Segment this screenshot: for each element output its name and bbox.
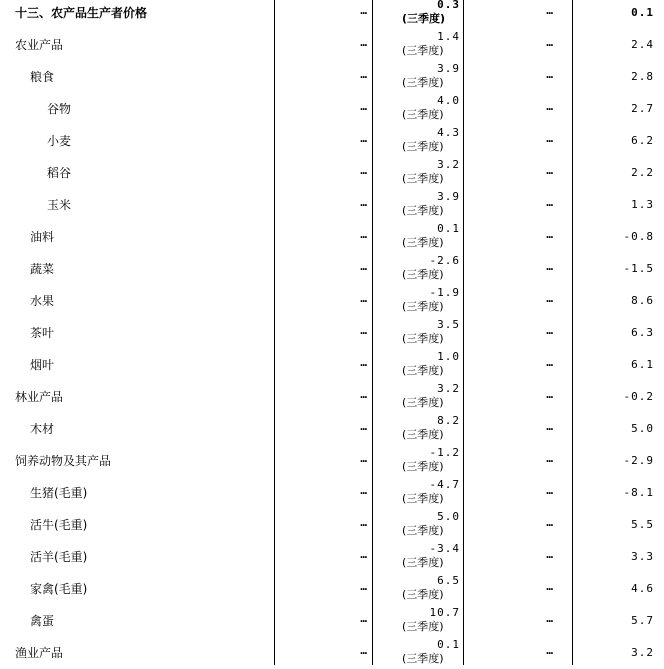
quarter-value-cell (374, 29, 462, 61)
annual-value: 8.6 (631, 294, 654, 307)
ellipsis-placeholder: … (546, 356, 552, 369)
placeholder-cell (464, 413, 572, 445)
ellipsis-placeholder: … (546, 388, 552, 401)
quarter-value-cell (374, 317, 462, 349)
quarter-note: (三季度) (402, 204, 444, 217)
quarter-value-cell (374, 93, 462, 125)
row-label-cell (0, 381, 274, 413)
annual-value-cell (574, 61, 664, 93)
quarter-note: (三季度) (402, 556, 444, 569)
quarter-value-cell (374, 221, 462, 253)
quarter-value-cell (374, 381, 462, 413)
placeholder-cell (464, 0, 572, 29)
ellipsis-placeholder: … (546, 260, 552, 273)
annual-value: 2.2 (631, 166, 654, 179)
column-divider (572, 0, 573, 665)
ellipsis-placeholder: … (546, 324, 552, 337)
row-label: 水果 (30, 294, 55, 308)
ellipsis-placeholder: … (360, 452, 366, 465)
row-label: 农业产品 (15, 38, 64, 52)
ellipsis-placeholder: … (360, 548, 366, 561)
row-label-cell (0, 317, 274, 349)
quarter-note: (三季度) (402, 140, 444, 153)
annual-value-cell (574, 253, 664, 285)
ellipsis-placeholder: … (360, 324, 366, 337)
row-label-cell (0, 0, 274, 29)
quarter-value: -3.4 (429, 542, 460, 555)
annual-value-cell (574, 509, 664, 541)
placeholder-cell (464, 349, 572, 381)
ellipsis-placeholder: … (360, 260, 366, 273)
row-label: 木材 (30, 422, 55, 436)
quarter-note: (三季度) (402, 652, 444, 665)
quarter-value: 3.5 (437, 318, 460, 331)
quarter-note: (三季度) (402, 76, 444, 89)
annual-value-cell (574, 285, 664, 317)
table-row (0, 381, 664, 413)
annual-value-cell (574, 125, 664, 157)
row-label: 蔬菜 (30, 262, 55, 276)
placeholder-cell (276, 29, 372, 61)
ellipsis-placeholder: … (360, 132, 366, 145)
placeholder-cell (276, 0, 372, 29)
ellipsis-placeholder: … (546, 68, 552, 81)
row-label: 油料 (30, 230, 55, 244)
table-row (0, 221, 664, 253)
ellipsis-placeholder: … (546, 548, 552, 561)
annual-value: 1.3 (631, 198, 654, 211)
ellipsis-placeholder: … (360, 580, 366, 593)
annual-value: 2.7 (631, 102, 654, 115)
quarter-note: (三季度) (402, 364, 444, 377)
table-row (0, 253, 664, 285)
quarter-value: 3.9 (437, 190, 460, 203)
row-label-cell (0, 605, 274, 637)
row-label-cell (0, 93, 274, 125)
annual-value: 4.6 (631, 582, 654, 595)
row-label: 玉米 (47, 198, 72, 212)
row-label: 禽蛋 (30, 614, 55, 628)
placeholder-cell (276, 285, 372, 317)
ellipsis-placeholder: … (360, 100, 366, 113)
annual-value: 3.3 (631, 550, 654, 563)
quarter-note: (三季度) (402, 588, 444, 601)
quarter-note: (三季度) (402, 492, 444, 505)
quarter-value-cell (374, 637, 462, 669)
quarter-value-cell (374, 157, 462, 189)
placeholder-cell (276, 125, 372, 157)
column-divider (274, 0, 275, 665)
row-label: 活牛(毛重) (30, 518, 88, 532)
quarter-value: 10.7 (429, 606, 460, 619)
quarter-value: -4.7 (429, 478, 460, 491)
row-label: 林业产品 (15, 390, 64, 404)
quarter-note: (三季度) (402, 620, 444, 633)
quarter-value-cell (374, 349, 462, 381)
row-label-cell (0, 189, 274, 221)
placeholder-cell (464, 221, 572, 253)
placeholder-cell (464, 573, 572, 605)
annual-value: 6.1 (631, 358, 654, 371)
ellipsis-placeholder: … (546, 228, 552, 241)
ellipsis-placeholder: … (360, 196, 366, 209)
column-divider (463, 0, 464, 665)
quarter-value: 8.2 (437, 414, 460, 427)
placeholder-cell (464, 317, 572, 349)
placeholder-cell (276, 93, 372, 125)
placeholder-cell (464, 541, 572, 573)
quarter-note: (三季度) (402, 12, 446, 25)
placeholder-cell (276, 637, 372, 669)
annual-value-cell (574, 29, 664, 61)
row-label: 十三、农产品生产者价格 (15, 6, 148, 20)
annual-value: 2.4 (631, 38, 654, 51)
annual-value-cell (574, 189, 664, 221)
row-label-cell (0, 413, 274, 445)
row-label: 稻谷 (47, 166, 72, 180)
table-row (0, 189, 664, 221)
table-row (0, 349, 664, 381)
quarter-note: (三季度) (402, 172, 444, 185)
annual-value: -0.8 (623, 230, 654, 243)
annual-value-cell (574, 605, 664, 637)
ellipsis-placeholder: … (360, 388, 366, 401)
quarter-note: (三季度) (402, 460, 444, 473)
placeholder-cell (276, 573, 372, 605)
quarter-value-cell (374, 605, 462, 637)
ellipsis-placeholder: … (360, 644, 366, 657)
annual-value-cell (574, 157, 664, 189)
placeholder-cell (464, 285, 572, 317)
row-label-cell (0, 637, 274, 669)
annual-value: 0.1 (631, 6, 654, 19)
table-row (0, 61, 664, 93)
row-label-cell (0, 253, 274, 285)
quarter-value-cell (374, 573, 462, 605)
ellipsis-placeholder: … (546, 4, 552, 17)
table-row (0, 317, 664, 349)
table-row (0, 509, 664, 541)
quarter-note: (三季度) (402, 524, 444, 537)
annual-value: 3.2 (631, 646, 654, 659)
quarter-value: 0.1 (437, 222, 460, 235)
ellipsis-placeholder: … (546, 36, 552, 49)
quarter-value: 1.0 (437, 350, 460, 363)
quarter-value-cell (374, 445, 462, 477)
quarter-value: -1.2 (429, 446, 460, 459)
annual-value-cell (574, 0, 664, 29)
ellipsis-placeholder: … (360, 516, 366, 529)
quarter-value: 4.3 (437, 126, 460, 139)
table-row (0, 0, 664, 29)
quarter-note: (三季度) (402, 236, 444, 249)
quarter-value-cell (374, 0, 462, 29)
placeholder-cell (464, 509, 572, 541)
quarter-value: -1.9 (429, 286, 460, 299)
annual-value-cell (574, 445, 664, 477)
ellipsis-placeholder: … (546, 292, 552, 305)
quarter-note: (三季度) (402, 300, 444, 313)
row-label-cell (0, 157, 274, 189)
annual-value-cell (574, 93, 664, 125)
table-row (0, 157, 664, 189)
row-label-cell (0, 349, 274, 381)
row-label: 生猪(毛重) (30, 486, 88, 500)
placeholder-cell (464, 477, 572, 509)
placeholder-cell (464, 29, 572, 61)
ellipsis-placeholder: … (360, 420, 366, 433)
annual-value-cell (574, 317, 664, 349)
row-label: 渔业产品 (15, 646, 64, 660)
row-label: 谷物 (47, 102, 72, 116)
ellipsis-placeholder: … (360, 356, 366, 369)
row-label-cell (0, 221, 274, 253)
ellipsis-placeholder: … (546, 452, 552, 465)
quarter-value-cell (374, 285, 462, 317)
ellipsis-placeholder: … (360, 4, 366, 17)
placeholder-cell (464, 125, 572, 157)
placeholder-cell (276, 509, 372, 541)
annual-value: 6.2 (631, 134, 654, 147)
table-row (0, 573, 664, 605)
annual-value: 5.5 (631, 518, 654, 531)
table-row (0, 541, 664, 573)
placeholder-cell (276, 157, 372, 189)
table-row (0, 413, 664, 445)
quarter-value: 0.1 (437, 638, 460, 651)
annual-value: -2.9 (623, 454, 654, 467)
annual-value: 5.7 (631, 614, 654, 627)
placeholder-cell (276, 189, 372, 221)
placeholder-cell (276, 221, 372, 253)
row-label-cell (0, 477, 274, 509)
quarter-value-cell (374, 509, 462, 541)
quarter-value-cell (374, 541, 462, 573)
placeholder-cell (276, 317, 372, 349)
quarter-value: -2.6 (429, 254, 460, 267)
table-row (0, 637, 664, 669)
row-label-cell (0, 573, 274, 605)
ellipsis-placeholder: … (546, 484, 552, 497)
annual-value-cell (574, 477, 664, 509)
ellipsis-placeholder: … (546, 164, 552, 177)
annual-value-cell (574, 637, 664, 669)
placeholder-cell (276, 605, 372, 637)
quarter-value-cell (374, 125, 462, 157)
placeholder-cell (276, 541, 372, 573)
annual-value: -1.5 (623, 262, 654, 275)
annual-value: 2.8 (631, 70, 654, 83)
quarter-value: 1.4 (437, 30, 460, 43)
row-label-cell (0, 29, 274, 61)
row-label-cell (0, 541, 274, 573)
annual-value-cell (574, 573, 664, 605)
ellipsis-placeholder: … (546, 132, 552, 145)
annual-value-cell (574, 381, 664, 413)
annual-value: -8.1 (623, 486, 654, 499)
annual-value: 5.0 (631, 422, 654, 435)
row-label: 烟叶 (30, 358, 55, 372)
row-label-cell (0, 445, 274, 477)
quarter-note: (三季度) (402, 268, 444, 281)
ellipsis-placeholder: … (546, 580, 552, 593)
quarter-value: 3.2 (437, 158, 460, 171)
quarter-value: 4.0 (437, 94, 460, 107)
table-row (0, 445, 664, 477)
placeholder-cell (464, 157, 572, 189)
quarter-note: (三季度) (402, 44, 444, 57)
placeholder-cell (464, 445, 572, 477)
placeholder-cell (464, 61, 572, 93)
placeholder-cell (276, 477, 372, 509)
placeholder-cell (276, 445, 372, 477)
quarter-value-cell (374, 253, 462, 285)
table-row (0, 285, 664, 317)
quarter-note: (三季度) (402, 396, 444, 409)
ellipsis-placeholder: … (546, 612, 552, 625)
row-label: 粮食 (30, 70, 55, 84)
ellipsis-placeholder: … (360, 228, 366, 241)
placeholder-cell (464, 93, 572, 125)
quarter-value: 0.3 (437, 0, 460, 11)
quarter-value-cell (374, 189, 462, 221)
placeholder-cell (464, 637, 572, 669)
ellipsis-placeholder: … (360, 612, 366, 625)
row-label: 饲养动物及其产品 (15, 454, 112, 468)
quarter-value-cell (374, 61, 462, 93)
quarter-value-cell (374, 477, 462, 509)
placeholder-cell (276, 381, 372, 413)
ellipsis-placeholder: … (360, 36, 366, 49)
row-label: 家禽(毛重) (30, 582, 88, 596)
placeholder-cell (276, 413, 372, 445)
table-row (0, 605, 664, 637)
placeholder-cell (276, 349, 372, 381)
table-row (0, 93, 664, 125)
ellipsis-placeholder: … (546, 420, 552, 433)
placeholder-cell (464, 381, 572, 413)
placeholder-cell (276, 253, 372, 285)
annual-value: -0.2 (623, 390, 654, 403)
ellipsis-placeholder: … (360, 292, 366, 305)
ellipsis-placeholder: … (360, 484, 366, 497)
placeholder-cell (276, 61, 372, 93)
quarter-value: 3.2 (437, 382, 460, 395)
annual-value-cell (574, 349, 664, 381)
placeholder-cell (464, 605, 572, 637)
row-label-cell (0, 285, 274, 317)
row-label-cell (0, 509, 274, 541)
ellipsis-placeholder: … (546, 100, 552, 113)
ellipsis-placeholder: … (546, 644, 552, 657)
quarter-note: (三季度) (402, 108, 444, 121)
placeholder-cell (464, 253, 572, 285)
quarter-value: 6.5 (437, 574, 460, 587)
annual-value-cell (574, 221, 664, 253)
row-label: 小麦 (47, 134, 72, 148)
row-label: 茶叶 (30, 326, 55, 340)
annual-value: 6.3 (631, 326, 654, 339)
ellipsis-placeholder: … (360, 68, 366, 81)
quarter-note: (三季度) (402, 332, 444, 345)
ellipsis-placeholder: … (546, 196, 552, 209)
placeholder-cell (464, 189, 572, 221)
table-row (0, 125, 664, 157)
ellipsis-placeholder: … (360, 164, 366, 177)
table-row (0, 29, 664, 61)
row-label: 活羊(毛重) (30, 550, 88, 564)
annual-value-cell (574, 413, 664, 445)
quarter-value: 5.0 (437, 510, 460, 523)
quarter-note: (三季度) (402, 428, 444, 441)
quarter-value: 3.9 (437, 62, 460, 75)
quarter-value-cell (374, 413, 462, 445)
annual-value-cell (574, 541, 664, 573)
ellipsis-placeholder: … (546, 516, 552, 529)
column-divider (372, 0, 373, 665)
row-label-cell (0, 61, 274, 93)
row-label-cell (0, 125, 274, 157)
table-row (0, 477, 664, 509)
